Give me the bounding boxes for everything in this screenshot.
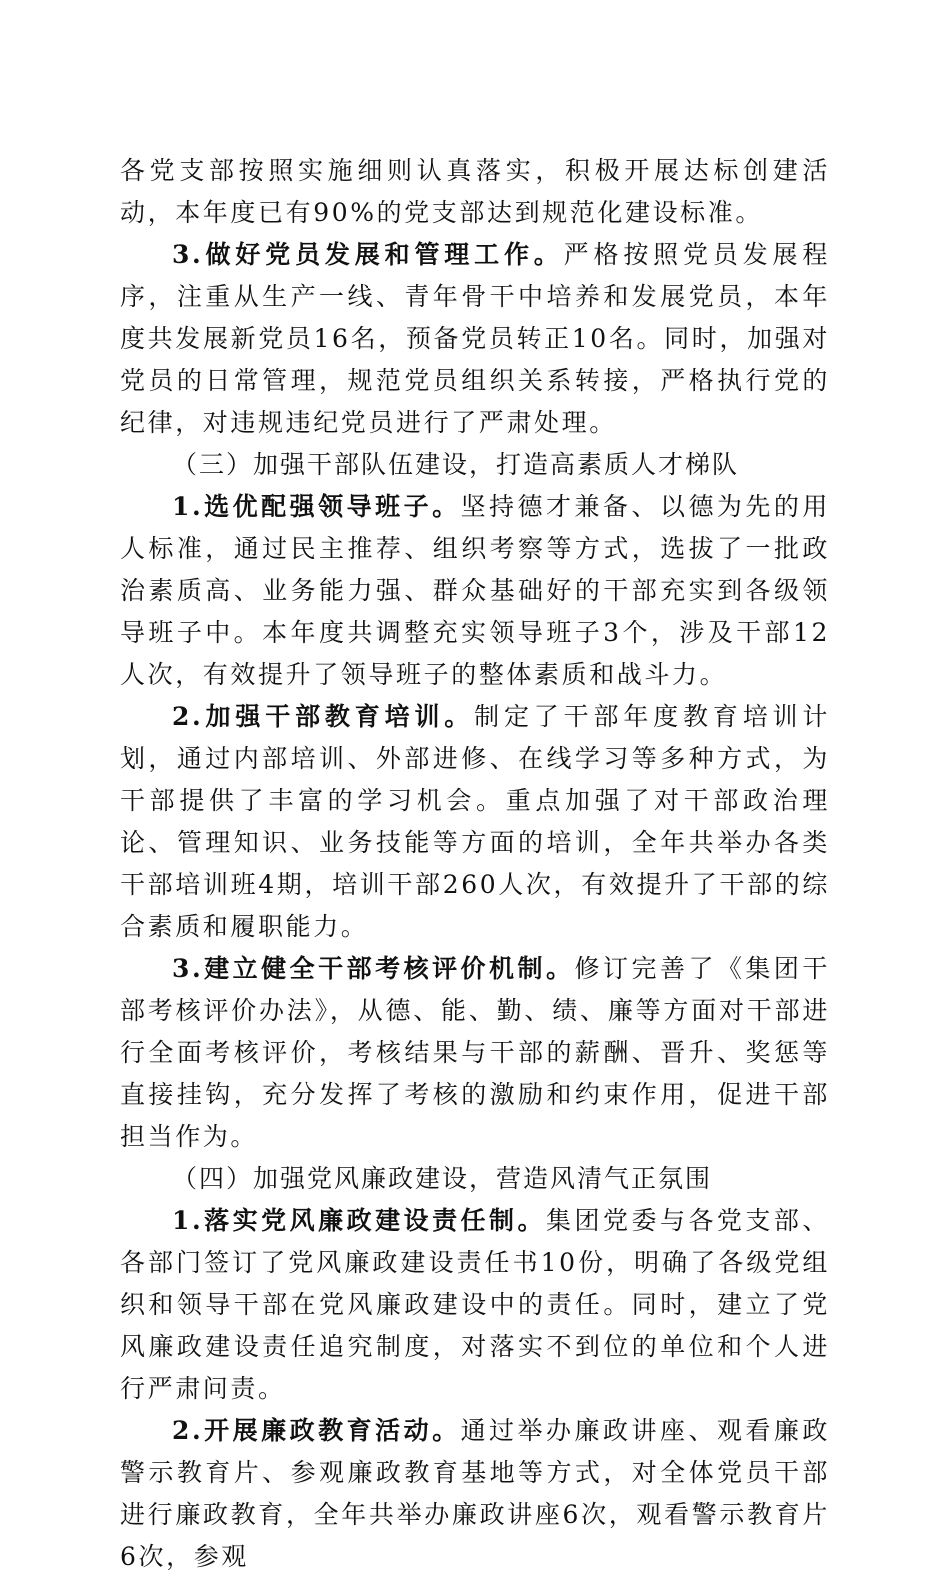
paragraph-leadership-team — [120, 486, 830, 696]
paragraph-integrity-education — [120, 1410, 830, 1578]
document-page — [120, 150, 830, 1578]
paragraph-lead: 1.选优配强领导班子。 — [172, 492, 461, 521]
paragraph-text: 通过举办廉政讲座、观看廉政警示教育片、参观廉政教育基地等方式，对全体党员干部进行廉政教育，全年共举办廉政讲座6次，观看警示教育片6次，参观 — [120, 1416, 830, 1571]
section-heading-integrity: （四）加强党风廉政建设，营造风清气正氛围 — [172, 1164, 713, 1193]
paragraph-continuation — [120, 150, 830, 234]
paragraph-lead: 3.建立健全干部考核评价机制。 — [172, 954, 575, 983]
paragraph-text: 各党支部按照实施细则认真落实，积极开展达标创建活动，本年度已有90%的党支部达到规范化建设标准。 — [120, 156, 830, 227]
paragraph-lead: 1.落实党风廉政建设责任制。 — [172, 1206, 547, 1235]
paragraph-text: 修订完善了《集团干部考核评价办法》，从德、能、勤、绩、廉等方面对干部进行全面考核评价，考核结果与干部的薪酬、晋升、奖惩等直接挂钩，充分发挥了考核的激励和约束作用，促进干部担当作为。 — [120, 954, 830, 1151]
paragraph-lead: 3.做好党员发展和管理工作。 — [172, 240, 564, 269]
paragraph-text: 集团党委与各党支部、各部门签订了党风廉政建设责任书10份，明确了各级党组织和领导干部在党风廉政建设中的责任。同时，建立了党风廉政建设责任追究制度，对落实不到位的单位和个人进行严肃问责。 — [120, 1206, 830, 1403]
section-heading-cadre-team: （三）加强干部队伍建设，打造高素质人才梯队 — [172, 450, 740, 479]
paragraph-lead: 2.开展廉政教育活动。 — [172, 1416, 461, 1445]
paragraph-text: 制定了干部年度教育培训计划，通过内部培训、外部进修、在线学习等多种方式，为干部提供了丰富的学习机会。重点加强了对干部政治理论、管理知识、业务技能等方面的培训，全年共举办各类干部培训班4期，培训干部260人次，有效提升了干部的综合素质和履职能力。 — [120, 702, 830, 941]
paragraph-cadre-evaluation — [120, 948, 830, 1158]
paragraph-text: 严格按照党员发展程序，注重从生产一线、青年骨干中培养和发展党员，本年度共发展新党员16名，预备党员转正10名。同时，加强对党员的日常管理，规范党员组织关系转接，严格执行党的纪律，对违规违纪党员进行了严肃处理。 — [120, 240, 830, 437]
paragraph-responsibility-system — [120, 1200, 830, 1410]
paragraph-lead: 2.加强干部教育培训。 — [172, 702, 475, 731]
paragraph-cadre-training — [120, 696, 830, 948]
paragraph-text: 坚持德才兼备、以德为先的用人标准，通过民主推荐、组织考察等方式，选拔了一批政治素质高、业务能力强、群众基础好的干部充实到各级领导班子中。本年度共调整充实领导班子3个，涉及干部12人次，有效提升了领导班子的整体素质和战斗力。 — [120, 492, 830, 689]
paragraph-party-member-development — [120, 234, 830, 444]
